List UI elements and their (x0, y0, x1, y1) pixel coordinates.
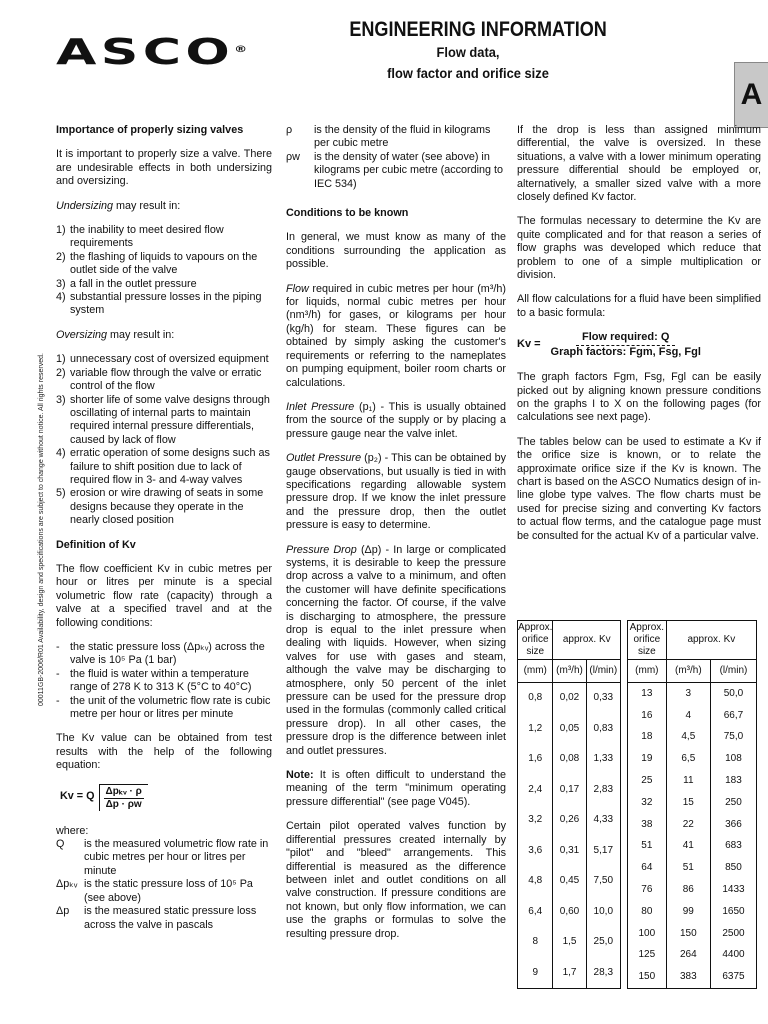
definition-row: ρ is the density of the fluid in kilograms per cubic metre (286, 124, 491, 150)
table-cell: 9 (518, 958, 553, 989)
list-item: 1) unnecessary cost of oversized equipment (56, 353, 269, 366)
unit-m3h: (m³/h) (666, 660, 710, 683)
table-cell: 4,33 (586, 805, 620, 836)
table-cell: 0,33 (586, 683, 620, 714)
table-cell: 1,5 (553, 927, 586, 958)
column-2 (286, 124, 506, 952)
table-cell: 0,8 (518, 683, 553, 714)
sqrt-term (99, 784, 148, 811)
undersizing-lead: Undersizing may result in: (56, 199, 181, 212)
table-cell: 3,2 (518, 805, 553, 836)
table-row (628, 727, 757, 749)
table-cell: 250 (710, 792, 756, 814)
table-cell: 150 (628, 966, 667, 988)
list-item: - the unit of the volumetric flow rate is cubic metre per hour or litres per minute (56, 694, 271, 721)
table-cell: 6,5 (666, 748, 710, 770)
table-row (518, 927, 621, 958)
table-cell: 125 (628, 945, 667, 967)
equation-denominator: Δp · ρw (105, 798, 142, 810)
table-cell: 4400 (710, 945, 756, 967)
list-item: 4) substantial pressure losses in the piping system (56, 291, 262, 317)
page-subtitle-1: Flow data, (436, 44, 500, 60)
table-cell: 6,4 (518, 897, 553, 928)
table-cell: 1,7 (553, 958, 586, 989)
unit-lmin: (l/min) (710, 660, 756, 683)
table-row (518, 683, 621, 714)
orifice-table-left (517, 620, 621, 989)
table-row (628, 683, 757, 705)
heading-definition: Definition of Kv (56, 538, 136, 551)
table-cell: 3 (666, 683, 710, 705)
list-item: 2) the flashing of liquids to vapours on the outlet side of the valve (56, 250, 258, 277)
where-label: where: (56, 824, 89, 837)
heading-importance: Importance of properly sizing valves (56, 124, 244, 136)
column-3 (517, 124, 761, 554)
list-item: 1) the inability to meet desired flow requirements (56, 224, 224, 250)
table-cell: 183 (710, 770, 756, 792)
table-row (518, 897, 621, 928)
table-cell: 99 (666, 901, 710, 923)
table-cell: 1650 (710, 901, 756, 923)
definition-row: Q is the measured volumetric flow rate in cubic metres per hour or litres per minute (56, 838, 269, 877)
table-cell: 18 (628, 727, 667, 749)
table-cell: 1433 (710, 879, 756, 901)
table-cell: 8 (518, 927, 553, 958)
equation-lhs: Kv = Q (60, 790, 95, 803)
oversizing-lead: Oversizing may result in: (56, 328, 175, 341)
table-cell: 0,17 (553, 775, 586, 806)
general-paragraph: In general, we must know as many of the conditions surrounding the application as possible. (286, 231, 506, 271)
table-cell: 1,6 (518, 744, 553, 775)
table-cell: 22 (666, 814, 710, 836)
table-row (628, 923, 757, 945)
table-cell: 383 (666, 966, 710, 988)
table-cell: 0,45 (553, 866, 586, 897)
list-item: - the static pressure loss (Δpₖᵥ) across the valve is 10⁵ Pa (1 bar) (56, 641, 265, 667)
basic-formula-numerator: Flow required: Q (576, 331, 675, 345)
table-cell: 150 (666, 923, 710, 945)
table-cell: 2,83 (586, 775, 620, 806)
table-row (518, 866, 621, 897)
table-row (628, 879, 757, 901)
table-cell: 366 (710, 814, 756, 836)
table-cell: 0,05 (553, 714, 586, 745)
unit-mm: (mm) (628, 660, 667, 683)
table-cell: 7,50 (586, 866, 620, 897)
table-cell: 75,0 (710, 727, 756, 749)
definition-row: Δpₖᵥ is the static pressure loss of 10⁵ Pa (see above) (56, 878, 253, 904)
table-cell: 11 (666, 770, 710, 792)
basic-formula (517, 331, 761, 359)
table-cell: 51 (628, 836, 667, 858)
section-tab: A (734, 62, 768, 128)
table-cell: 86 (666, 879, 710, 901)
table-row (628, 966, 757, 988)
table-cell: 50,0 (710, 683, 756, 705)
intro-paragraph: It is important to properly size a valve. There are undesirable effects in both undersizing and oversizing. (56, 148, 272, 188)
table-row (628, 770, 757, 792)
graph-factors-paragraph: The graph factors Fgm, Fsg, Fgl can be easily picked out by aligning known pressure conditions on the graphs I to X on the following pages (for calculations see next page). (517, 371, 761, 424)
table-cell: 38 (628, 814, 667, 836)
list-item: 5) erosion or wire drawing of seats in some designs because they operate in the nearly closed position (56, 487, 264, 527)
tables-paragraph: The tables below can be used to estimate a Kv if the orifice size is known, or to relate the approximate orifice size if the Kv is known. The chart is based on the ASCO Numatics design of in-line globe type valves. The flow charts must be used for precise sizing and converting Kv factors to actual flow terms, and the catalogue page must be consulted for the actual Kv of a particular valve. (517, 435, 761, 542)
table-cell: 1,2 (518, 714, 553, 745)
table-cell: 32 (628, 792, 667, 814)
table-cell: 13 (628, 683, 667, 705)
flow-paragraph: Flow required in cubic metres per hour (m³/h) for liquids, normal cubic metres per hour (nm³/h) for gases, or kilograms per hour (kg/h) for steam. These figures can be obtained by simply asking the customer's requirements or referring to the nameplates on pumping equipment, boiler room charts or calculations. (286, 282, 506, 389)
table-cell: 25 (628, 770, 667, 792)
table-cell: 25,0 (586, 927, 620, 958)
undersizing-list (56, 224, 272, 318)
page-subtitle-2: flow factor and orifice size (387, 65, 549, 81)
table-cell: 1,33 (586, 744, 620, 775)
conditions-list (56, 641, 272, 721)
outlet-paragraph: Outlet Pressure (p₂) - This can be obtained by gauge observations, but usually is tied in with specifications regarding allowable system pressure drop. If we know the inlet pressure and the pressure drop, then the outlet pressure is easy to determine. (286, 452, 506, 532)
list-item: - the fluid is water within a temperature range of 278 K to 313 K (5°C to 40°C) (56, 667, 252, 694)
heading-conditions: Conditions to be known (286, 207, 409, 220)
where-definitions (56, 838, 272, 932)
table-cell: 28,3 (586, 958, 620, 989)
list-item: 3) a fall in the outlet pressure (56, 277, 197, 290)
table-cell: 4,8 (518, 866, 553, 897)
basic-formula-denominator: Graph factors: Fgm, Fsg, Fgl (550, 345, 701, 358)
density-definitions (286, 124, 506, 191)
inlet-paragraph: Inlet Pressure (p₁) - This is usually obtained from the source of the supply or by placing a pressure gauge near the valve inlet. (286, 400, 506, 440)
formulas-paragraph: The formulas necessary to determine the Kv are quite complicated and for that reason a series of flow graphs was developed which reduce that problem to one of a simple multiplication or division. (517, 215, 761, 282)
table-row (518, 958, 621, 989)
table-row (518, 836, 621, 867)
pilot-paragraph: Certain pilot operated valves function by differential pressures created internally by "pilot" and "bleed" arrangements. This differential is measured as the difference between inlet and outlet conditions on all valve construction. If pressure conditions are not known, but only flow information, we can use the graphs or formulas to solve the resulting pressure drop. (286, 820, 506, 940)
kv-equation (60, 784, 272, 811)
table-cell: 19 (628, 748, 667, 770)
definition-row: ρw is the density of water (see above) in kilograms per cubic metre (according to IEC 534) (286, 150, 504, 190)
note-paragraph: Note: It is often difficult to understand the meaning of the term "minimum operating pressure differential" (see page V045). (286, 769, 506, 808)
equation-numerator: Δpₖᵥ · ρ (105, 785, 142, 797)
table-cell: 66,7 (710, 705, 756, 727)
orifice-table-right (627, 620, 757, 989)
column-1 (56, 124, 272, 932)
table-cell: 108 (710, 748, 756, 770)
table-cell: 76 (628, 879, 667, 901)
table-cell: 5,17 (586, 836, 620, 867)
table-cell: 0,31 (553, 836, 586, 867)
table-cell: 100 (628, 923, 667, 945)
table-row (628, 901, 757, 923)
table-row (518, 775, 621, 806)
table-row (628, 857, 757, 879)
basic-formula-lhs: Kv = (517, 338, 541, 351)
table-cell: 41 (666, 836, 710, 858)
table-cell: 683 (710, 836, 756, 858)
orifice-header: Approx. orifice size (628, 621, 667, 660)
list-item: 2) variable flow through the valve or erratic control of the flow (56, 366, 262, 393)
table-cell: 16 (628, 705, 667, 727)
table-cell: 3,6 (518, 836, 553, 867)
orifice-header: Approx. orifice size (518, 621, 553, 660)
table-row (628, 792, 757, 814)
drop-paragraph: If the drop is less than assigned minimum differential, the valve is oversized. In these situations, a valve with a lower minimum operating pressure differential should be employed or, alternatively, a smaller sized valve with a more closely defined Kv factor. (517, 124, 761, 204)
table-row (518, 744, 621, 775)
obtained-paragraph: The Kv value can be obtained from test results with the help of the following equation: (56, 732, 272, 772)
definition-paragraph: The flow coefficient Kv in cubic metres per hour or litres per minute is a special volumetric flow rate (capacity) through a valve at a specified travel and at the following conditions: (56, 562, 272, 629)
table-cell: 10,0 (586, 897, 620, 928)
table-cell: 0,83 (586, 714, 620, 745)
table-cell: 0,08 (553, 744, 586, 775)
asco-logo: ASCO® (56, 32, 248, 73)
table-cell: 2,4 (518, 775, 553, 806)
page-header (330, 18, 606, 84)
kv-header: approx. Kv (666, 621, 756, 660)
table-cell: 6375 (710, 966, 756, 988)
table-row (518, 805, 621, 836)
table-cell: 15 (666, 792, 710, 814)
table-cell: 80 (628, 901, 667, 923)
list-item: 3) shorter life of some valve designs through oscillating of internal parts to maintain required internal pressure differentials, caused by lack of flow (56, 393, 270, 446)
table-cell: 64 (628, 857, 667, 879)
definition-row: Δp is the measured static pressure loss across the valve in pascals (56, 905, 257, 931)
table-cell: 2500 (710, 923, 756, 945)
table-row (628, 945, 757, 967)
table-row (628, 836, 757, 858)
oversizing-list (56, 353, 272, 527)
table-cell: 4 (666, 705, 710, 727)
all-paragraph: All flow calculations for a fluid have been simplified to a basic formula: (517, 293, 761, 319)
page-title: ENGINEERING INFORMATION (349, 18, 607, 41)
table-cell: 4,5 (666, 727, 710, 749)
table-cell: 0,26 (553, 805, 586, 836)
unit-mm: (mm) (518, 660, 553, 683)
unit-m3h: (m³/h) (553, 660, 586, 683)
table-row (628, 814, 757, 836)
kv-header: approx. Kv (553, 621, 621, 660)
table-row (628, 705, 757, 727)
table-row (518, 714, 621, 745)
list-item: 4) erratic operation of some designs such as failure to shift position due to lack of required flow in 3- and 4-way valves (56, 447, 270, 486)
table-cell: 0,60 (553, 897, 586, 928)
table-cell: 264 (666, 945, 710, 967)
unit-lmin: (l/min) (586, 660, 620, 683)
table-cell: 51 (666, 857, 710, 879)
basic-formula-fraction (545, 331, 707, 359)
table-cell: 0,02 (553, 683, 586, 714)
pressure-drop-paragraph: Pressure Drop (Δp) - In large or complicated systems, it is desirable to keep the pressure drop across a valve to a minimum, and often the customer will have definite specifications concerning the factor. Of course, if the valve is discharging to atmosphere, the pressure drop is equal to the inlet pressure when dealing with liquids. However, when sizing valves for use with gases and steam, although the valve may be discharging to atmosphere, only 50 percent of the inlet pressure can be used for the pressure drop used in the formulas (commonly called critical pressure drop). In all other cases, the pressure drop is the difference between inlet and outlet pressures. (286, 543, 506, 757)
table-cell: 850 (710, 857, 756, 879)
table-row (628, 748, 757, 770)
